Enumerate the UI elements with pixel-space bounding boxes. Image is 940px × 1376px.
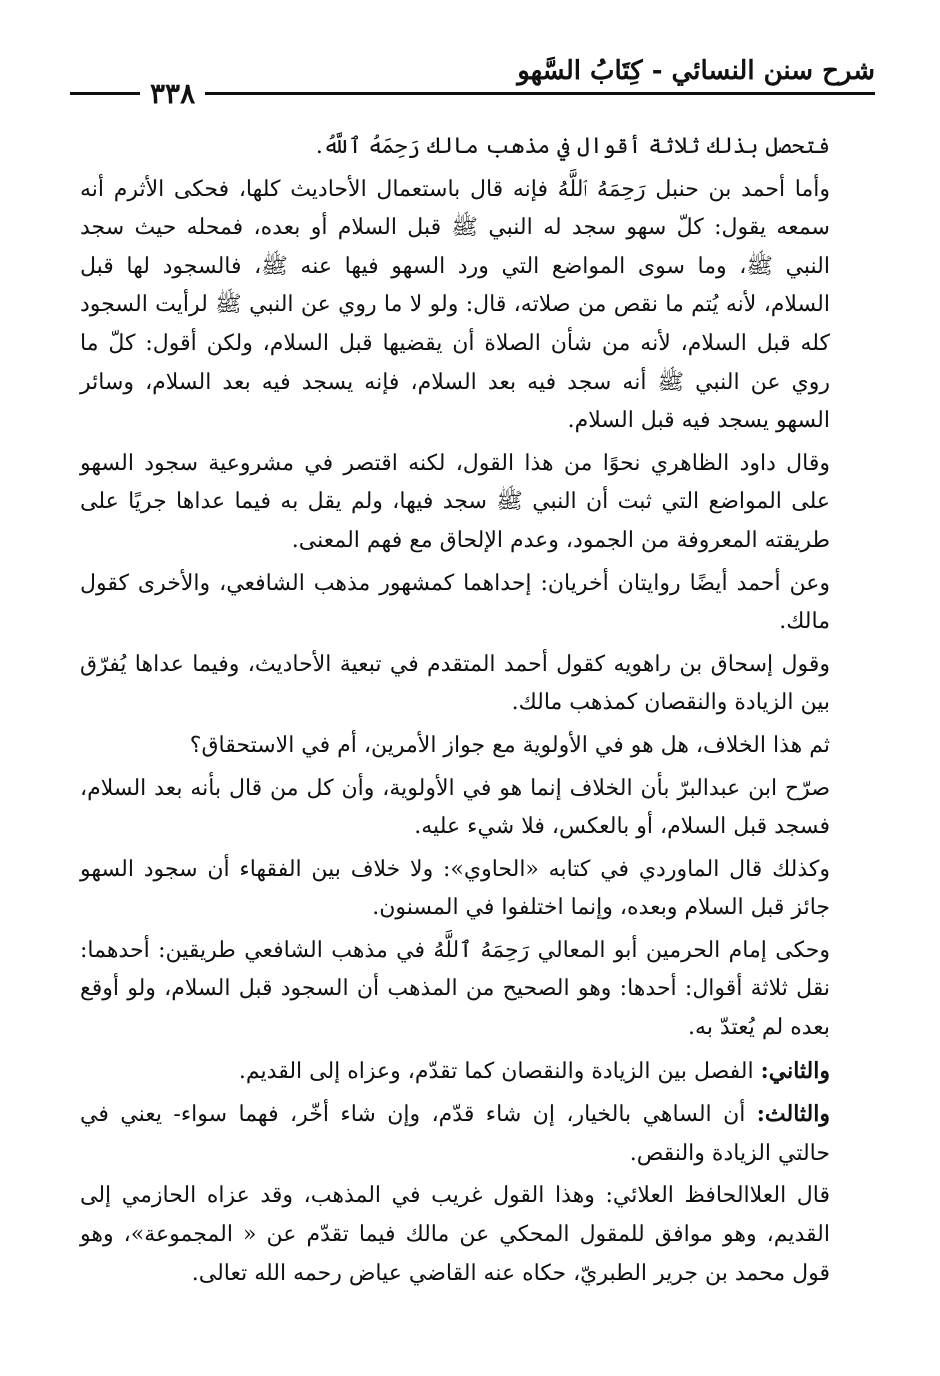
paragraph: صرّح ابن عبدالبرّ بأن الخلاف إنما هو في الأولوية، وأن كل من قال بأنه بعد السلام، فسجد قبل السلام، أو بالعكس، فلا شيء عليه. — [80, 775, 830, 840]
paragraph: والثالث: أن الساهي بالخيار، إن شاء قدّم، وإن شاء أخّر، فهما سواء- يعني في حالتي الزيادة والنقص. — [80, 1101, 830, 1166]
running-title: شرح سنن النسائي - كِتَابُ السَّهو — [517, 56, 875, 86]
lead-word: والثاني: — [760, 1057, 830, 1084]
paragraph: وقال داود الظاهري نحوًا من هذا القول، لكنه اقتصر في مشروعية سجود السهو على المواضع التي ثبت أن النبي ﷺ سجد فيها، ولم يقل به فيما عداها جريًا على طريقته المعروفة من الجمود، وعدم الإلحاق مع فهم المعنى. — [80, 450, 830, 553]
paragraph: وكذلك قال الماوردي في كتابه «الحاوي»: ولا خلاف بين الفقهاء أن سجود السهو جائز قبل السلام وبعده، وإنما اختلفوا في المسنون. — [80, 856, 830, 921]
paragraph: وعن أحمد أيضًا روايتان أخريان: إحداهما كمشهور مذهب الشافعي، والأخرى كقول مالك. — [80, 570, 830, 635]
paragraph: وقول إسحاق بن راهويه كقول أحمد المتقدم في تبعية الأحاديث، وفيما عداها يُفرّق بين الزيادة والنقصان كمذهب مالك. — [80, 651, 830, 716]
paragraph: ثم هذا الخلاف، هل هو في الأولوية مع جواز الأمرين، أم في الاستحقاق؟ — [189, 732, 830, 758]
page-number: ٣٣٨ — [140, 80, 205, 108]
paragraph: وحكى إمام الحرمين أبو المعالي رَحِمَهُ ٱللَّهُ في مذهب الشافعي طريقين: أحدهما: نقل ثلاثة أقوال: أحدها: وهو الصحيح من المذهب أن السجود قبل السلام، ولو أوقع بعده لم يُعتدّ به. — [80, 937, 830, 1041]
body-text — [80, 128, 852, 1297]
paragraph: وأما أحمد بن حنبل رَحِمَهُ ٱللَّهُ فإنه قال باستعمال الأحاديث كلها، فحكى الأثرم أنه سمعه يقول: كلّ سهو سجد له النبي ﷺ قبل السلام أو بعده، فمحله حيث سجد النبي ﷺ، وما سوى المواضع التي ورد السهو فيها عنه ﷺ، فالسجود لها قبل السلام، لأنه يُتم ما نقص من صلاته، قال: ولو لا ما روي عن النبي ﷺ لرأيت السجود كله قبل السلام، لأنه من شأن الصلاة أن يقضيها قبل السلام، ولكن أقول: كلّ ما روي عن النبي ﷺ أنه سجد فيه بعد السلام، فإنه يسجد فيه بعد السلام، وسائر السهو يسجد فيه قبل السلام. — [80, 176, 830, 434]
paragraph: والثاني: الفصل بين الزيادة والنقصان كما تقدّم، وعزاه إلى القديم. — [238, 1057, 830, 1084]
paragraph: فتحصل بذلك ثلاثة أقوال في مذهب مالك رَحِمَهُ ٱللَّهُ. — [315, 134, 830, 159]
paragraph: قال العلاالحافظ العلائي: وهذا القول غريب في المذهب، وقد عزاه الحازمي إلى القديم، وهو موافق للمقول المحكي عن مالك فيما تقدّم عن « المجموعة»، وهو قول محمد بن جرير الطبريّ، حكاه عنه القاضي عياض رحمه الله تعالى. — [80, 1183, 830, 1286]
page-header — [70, 50, 875, 112]
lead-word: والثالث: — [756, 1101, 830, 1128]
